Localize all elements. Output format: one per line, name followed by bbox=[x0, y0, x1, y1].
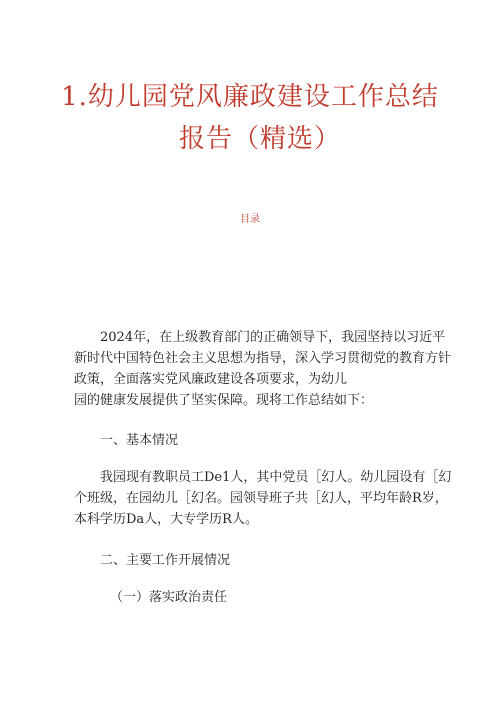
basic-info-paragraph bbox=[74, 467, 452, 530]
basic-info-line: 个班级，在园幼儿［幻名。园领导班子共［幻人，平均年龄R岁， bbox=[74, 491, 448, 506]
intro-line: 新时代中国特色社会主义思想为指导，深入学习贯彻党的教育方针 bbox=[74, 351, 452, 366]
section-heading-basic-info: 一、基本情况 bbox=[100, 433, 179, 448]
intro-paragraph bbox=[74, 327, 452, 411]
intro-line: 2024年，在上级教育部门的正确领导下，我园坚持以习近平 bbox=[100, 330, 446, 345]
document-title-line2: 报告（精选） bbox=[178, 124, 341, 154]
section-heading-main-work: 二、主要工作开展情况 bbox=[100, 553, 231, 568]
intro-line: 园的健康发展提供了坚实保障。现将工作总结如下： bbox=[74, 393, 374, 408]
table-of-contents-link[interactable]: 目录 bbox=[240, 214, 260, 225]
basic-info-line: 我园现有教职员工De1人，其中党员［幻人。幼儿园设有［幻 bbox=[100, 470, 452, 485]
document-title-line1: 1.幼儿园党风廉政建设工作总结 bbox=[61, 82, 439, 112]
basic-info-line: 本科学历Da人，大专学历R人。 bbox=[74, 512, 258, 527]
intro-line: 政策，全面落实党风廉政建设各项要求，为幼儿 bbox=[74, 372, 348, 387]
subsection-heading-political-responsibility: （一）落实政治责任 bbox=[110, 590, 228, 605]
